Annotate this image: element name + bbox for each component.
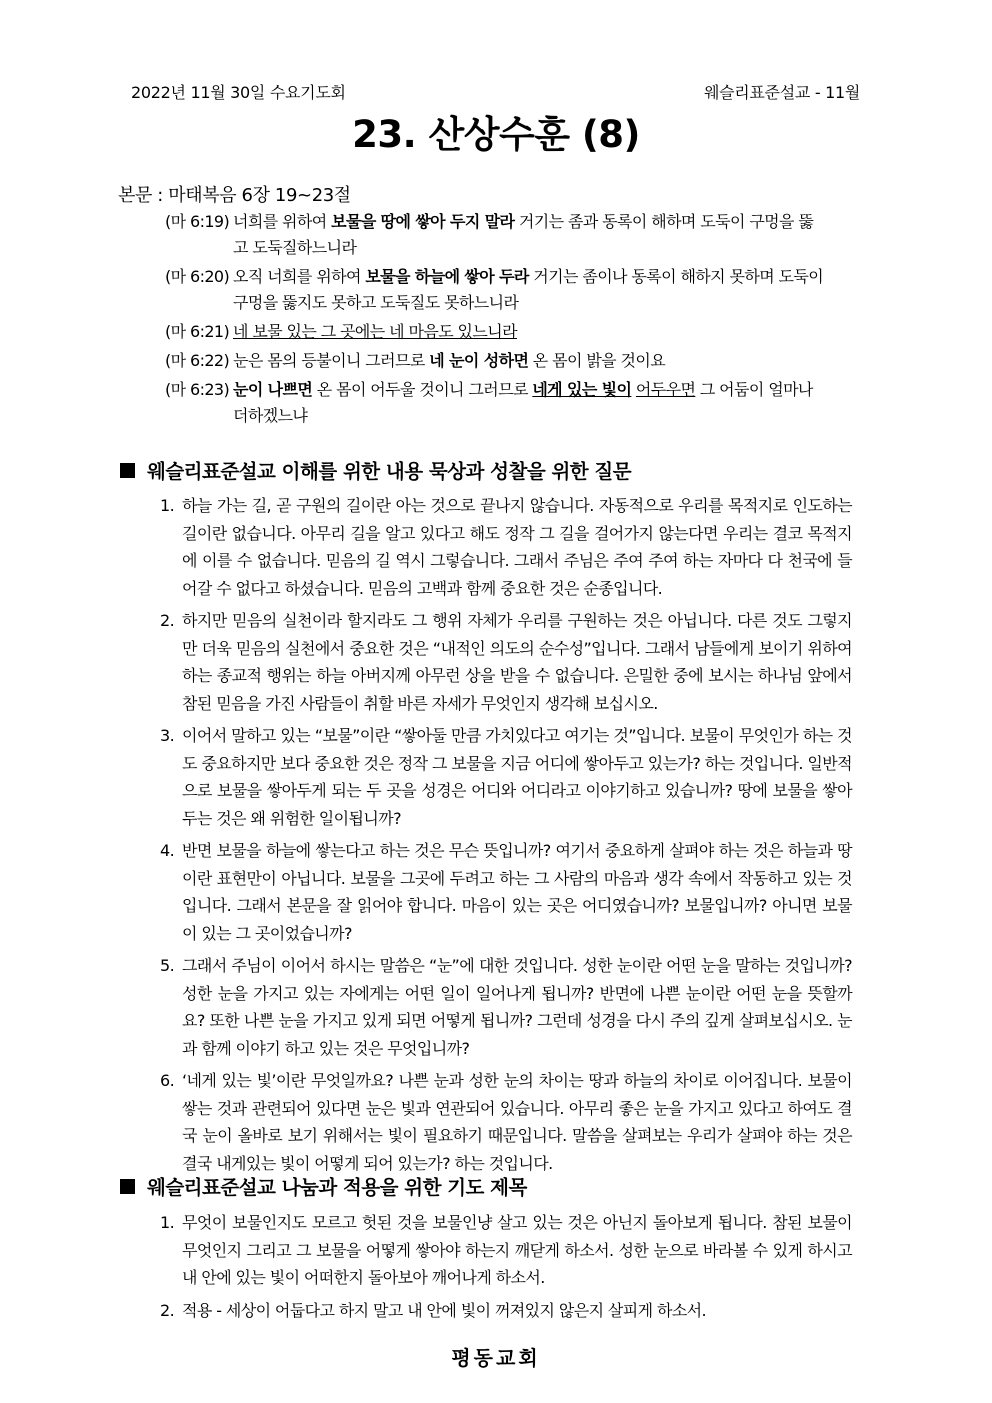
section-heading-text: 웨슬리표준설교 이해를 위한 내용 묵상과 성찰을 위한 질문	[147, 460, 632, 483]
item-text: 반면 보물을 하늘에 쌓는다고 하는 것은 무슨 뜻입니까? 여기서 중요하게 살펴야 하는 것은 하늘과 땅이란 표현만이 아닙니다. 보물을 그곳에 두려고 하는 그 사람의 마음과 생각 속에서 작동하고 있는 것입니다. 그래서 본문을 잘 읽어야 합니다. 마음이 있는 곳은 어디였습니까? 보물입니까? 아니면 보물이 있는 그 곳이었습니까?	[182, 841, 852, 943]
verse-row	[165, 264, 830, 316]
verse-fragment: 너희를 위하여	[233, 212, 332, 231]
scripture-verses	[165, 209, 830, 432]
question-list	[160, 492, 852, 1182]
verse-fragment: 눈은 몸의 등불이니 그러므로	[233, 351, 430, 370]
item-number: 6.	[160, 1071, 175, 1090]
item-text: 무엇이 보물인지도 모르고 헛된 것을 보물인냥 살고 있는 것은 아닌지 돌아보게 됩니다. 참된 보물이 무엇인지 그리고 그 보물을 어떻게 쌓아야 하는지 깨닫게 하소서. 성한 눈으로 바라볼 수 있게 하시고 내 안에 있는 빛이 어떠한지 돌아보아 깨어나게 하소서.	[182, 1213, 852, 1287]
item-text: ‘네게 있는 빛’이란 무엇일까요? 나쁜 눈과 성한 눈의 차이는 땅과 하늘의 차이로 이어집니다. 보물이 쌓는 것과 관련되어 있다면 눈은 빛과 연관되어 있습니다. 아무리 좋은 눈을 가지고 있다고 하여도 결국 눈이 올바로 보기 위해서는 빛이 필요하기 때문입니다. 말씀을 살펴보는 우리가 살펴야 하는 것은 결국 내게있는 빛이 어떻게 되어 있는가? 하는 것입니다.	[182, 1071, 852, 1173]
verse-text	[233, 209, 830, 261]
item-text: 적용 - 세상이 어둡다고 하지 말고 내 안에 빛이 꺼져있지 않은지 살피게 하소서.	[182, 1300, 707, 1320]
list-item	[160, 492, 852, 602]
verse-row	[165, 348, 830, 374]
item-text: 하늘 가는 길, 곧 구원의 길이란 아는 것으로 끝나지 않습니다. 자동적으로 우리를 목적지로 인도하는 길이란 없습니다. 아무리 길을 알고 있다고 해도 정작 그 길을 걸어가지 않는다면 우리는 결코 목적지에 이를 수 없습니다. 믿음의 길 역시 그렇습니다. 그래서 주님은 주여 주여 하는 자마다 다 천국에 들어갈 수 없다고 하셨습니다. 믿음의 고백과 함께 중요한 것은 순종입니다.	[182, 496, 852, 598]
verse-fragment: 네게 있는 빛이	[532, 380, 632, 399]
verse-fragment: 눈이 나쁘면	[233, 380, 313, 399]
black-square-icon	[120, 1179, 135, 1194]
list-item	[160, 1297, 852, 1325]
page-title: 23. 산상수훈 (8)	[352, 113, 640, 156]
item-number: 4.	[160, 841, 175, 860]
verse-ref: (마 6:23)	[165, 380, 230, 399]
verse-fragment: 오직 너희를 위하여	[233, 267, 366, 286]
verse-text	[233, 348, 830, 374]
item-number: 1.	[160, 1213, 175, 1232]
verse-row	[165, 377, 830, 429]
verse-fragment: 온 몸이 어두울 것이니 그러므로	[312, 380, 533, 399]
item-number: 1.	[160, 496, 175, 515]
item-number: 2.	[160, 1300, 175, 1320]
verse-fragment: 보물을 땅에 쌓아 두지 말라	[331, 212, 515, 231]
item-text: 그래서 주님이 이어서 하시는 말씀은 “눈”에 대한 것입니다. 성한 눈이란 어떤 눈을 말하는 것입니까? 성한 눈을 가지고 있는 자에게는 어떤 일이 일어나게 됩니까? 반면에 나쁜 눈이란 어떤 눈을 뜻할까요? 또한 나쁜 눈을 가지고 있게 되면 어떻게 됩니까? 그런데 성경을 다시 주의 깊게 살펴보십시오. 눈과 함께 이야기 하고 있는 것은 무엇입니까?	[182, 956, 852, 1058]
verse-ref: (마 6:20)	[165, 267, 230, 286]
item-number: 3.	[160, 726, 175, 745]
verse-text	[233, 264, 830, 316]
verse-ref: (마 6:22)	[165, 351, 230, 370]
series-label: 웨슬리표준설교 - 11월	[703, 83, 860, 102]
list-item	[160, 1067, 852, 1177]
scripture-reference: 본문 : 마태복음 6장 19~23절	[118, 185, 351, 206]
verse-text	[233, 377, 830, 429]
section-heading-text: 웨슬리표준설교 나눔과 적용을 위한 기도 제목	[147, 1176, 527, 1199]
item-text: 하지만 믿음의 실천이라 할지라도 그 행위 자체가 우리를 구원하는 것은 아닙니다. 다른 것도 그렇지만 더욱 믿음의 실천에서 중요한 것은 “내적인 의도의 순수성”입니다. 그래서 남들에게 보이기 위하여 하는 종교적 행위는 하늘 아버지께 아무런 상을 받을 수 없습니다. 은밀한 중에 보시는 하나님 앞에서 참된 믿음을 가진 사람들이 취할 바른 자세가 무엇인지 생각해 보십시오.	[182, 611, 852, 713]
section-heading-questions	[120, 456, 631, 484]
verse-fragment: 온 몸이 밝을 것이요	[528, 351, 666, 370]
prayer-list	[160, 1209, 852, 1329]
verse-fragment: 거기는 좀과 동록이 해하며 도둑이 구멍을 뚫고 도둑질하느니라	[233, 212, 814, 257]
section-heading-prayer	[120, 1172, 527, 1200]
list-item	[160, 952, 852, 1062]
item-number: 2.	[160, 611, 175, 630]
verse-ref: (마 6:19)	[165, 212, 230, 231]
church-logo: 평동교회	[451, 1346, 541, 1370]
list-item	[160, 1209, 852, 1292]
verse-fragment: 네 보물 있는 그 곳에는 네 마음도 있느니라	[233, 322, 517, 341]
verse-ref: (마 6:21)	[165, 322, 230, 341]
list-item	[160, 607, 852, 717]
verse-text	[233, 319, 830, 345]
black-square-icon	[120, 463, 135, 478]
list-item	[160, 837, 852, 947]
verse-fragment: 보물을 하늘에 쌓아 두라	[365, 267, 529, 286]
verse-row	[165, 319, 830, 345]
item-text: 이어서 말하고 있는 “보물”이란 “쌓아둘 만큼 가치있다고 여기는 것”입니다. 보물이 무엇인가 하는 것도 중요하지만 보다 중요한 것은 정작 그 보물을 지금 어디에 쌓아두고 있는가? 하는 것입니다. 일반적으로 보물을 쌓아두게 되는 두 곳을 성경은 어디와 어디라고 이야기하고 있습니까? 땅에 보물을 쌓아두는 것은 왜 위험한 일이됩니까?	[182, 726, 852, 828]
list-item	[160, 722, 852, 832]
verse-fragment: 그 어둠이 얼마나 더하겠느냐	[233, 380, 813, 425]
item-number: 5.	[160, 956, 175, 975]
service-date: 2022년 11월 30일 수요기도회	[131, 83, 346, 102]
verse-fragment: 어두우면	[635, 380, 696, 399]
verse-row	[165, 209, 830, 261]
verse-fragment: 거기는 좀이나 동록이 해하지 못하며 도둑이 구멍을 뚫지도 못하고 도둑질도 못하느니라	[233, 267, 824, 312]
verse-fragment: 네 눈이 성하면	[429, 351, 529, 370]
